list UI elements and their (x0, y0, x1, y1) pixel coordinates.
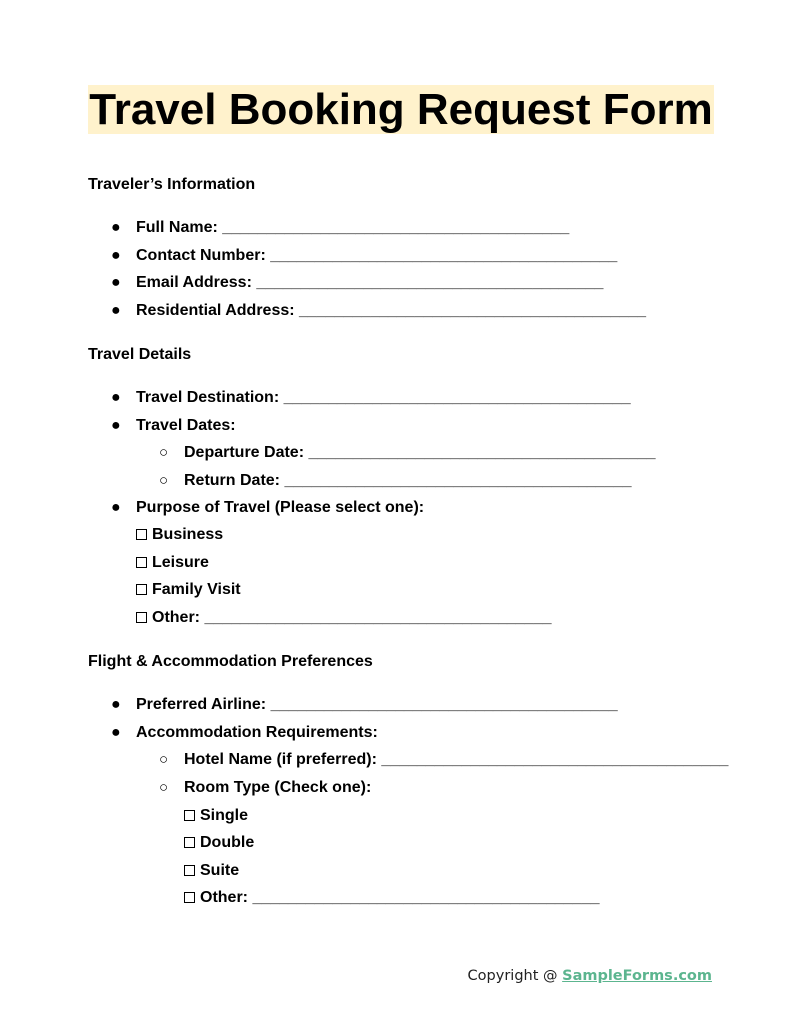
bullet-icon: ● (111, 696, 121, 713)
field-contact-number[interactable] (136, 246, 617, 266)
email-address-label: Email Address: (136, 274, 252, 291)
travel-destination-label: Travel Destination: (136, 389, 280, 406)
bullet-icon: ● (111, 417, 121, 434)
room-option-suite[interactable] (184, 861, 239, 881)
purpose-option-leisure[interactable] (136, 553, 209, 573)
contact-number-blank[interactable]: _______________________________________ (270, 247, 618, 264)
room-option-label: Other: (200, 889, 248, 906)
field-departure-date[interactable] (184, 443, 656, 463)
sampleforms-link[interactable]: SampleForms.com (562, 968, 712, 984)
bullet-icon: ● (111, 274, 121, 291)
field-travel-destination[interactable] (136, 388, 631, 408)
return-date-label: Return Date: (184, 472, 281, 489)
checkbox-icon[interactable] (184, 865, 195, 876)
travel-dates-label: Travel Dates: (136, 417, 236, 434)
purpose-option-label: Business (152, 526, 224, 543)
bullet-icon: ● (111, 302, 121, 319)
field-email-address[interactable] (136, 273, 603, 293)
hotel-name-label: Hotel Name (if preferred): (184, 751, 377, 768)
bullet-icon: ● (111, 724, 121, 741)
copyright-prefix: Copyright @ (467, 968, 563, 984)
full-name-label: Full Name: (136, 219, 218, 236)
checkbox-icon[interactable] (184, 892, 195, 903)
purpose-option-business[interactable] (136, 525, 223, 545)
sub-bullet-icon: ○ (159, 472, 169, 489)
sub-bullet-icon: ○ (159, 751, 169, 768)
checkbox-icon[interactable] (136, 529, 147, 540)
bullet-icon: ● (111, 389, 121, 406)
hotel-name-blank[interactable]: _______________________________________ (381, 751, 729, 768)
room-option-single[interactable] (184, 806, 248, 826)
departure-date-label: Departure Date: (184, 444, 305, 461)
section-heading-flight: Flight & Accommodation Preferences (88, 653, 373, 670)
copyright-footer (468, 966, 712, 986)
field-preferred-airline[interactable] (136, 695, 618, 715)
title-container (0, 85, 802, 134)
section-heading-traveler: Traveler’s Information (88, 176, 256, 193)
section-heading-travel: Travel Details (88, 346, 192, 363)
sub-bullet-icon: ○ (159, 779, 169, 796)
field-residential-address[interactable] (136, 301, 646, 321)
room-option-double[interactable] (184, 833, 254, 853)
purpose-label: Purpose of Travel (Please select one): (136, 499, 425, 516)
room-other-blank[interactable]: _______________________________________ (252, 889, 600, 906)
page-title: Travel Booking Request Form (89, 85, 713, 134)
checkbox-icon[interactable] (184, 810, 195, 821)
field-full-name[interactable] (136, 218, 569, 238)
room-option-label: Suite (200, 862, 240, 879)
field-return-date[interactable] (184, 471, 632, 491)
purpose-option-label: Other: (152, 609, 200, 626)
email-address-blank[interactable]: _______________________________________ (256, 274, 604, 291)
residential-address-label: Residential Address: (136, 302, 295, 319)
room-option-label: Double (200, 834, 255, 851)
room-option-other[interactable] (184, 888, 600, 908)
residential-address-blank[interactable]: _______________________________________ (299, 302, 647, 319)
sub-bullet-icon: ○ (159, 444, 169, 461)
contact-number-label: Contact Number: (136, 247, 266, 264)
room-option-label: Single (200, 807, 249, 824)
travel-destination-blank[interactable]: _______________________________________ (283, 389, 631, 406)
full-name-blank[interactable]: _______________________________________ (222, 219, 570, 236)
purpose-option-family-visit[interactable] (136, 580, 241, 600)
checkbox-icon[interactable] (184, 837, 195, 848)
preferred-airline-blank[interactable]: _______________________________________ (270, 696, 618, 713)
bullet-icon: ● (111, 499, 121, 516)
purpose-option-label: Leisure (152, 554, 209, 571)
room-type-label: Room Type (Check one): (184, 779, 372, 796)
checkbox-icon[interactable] (136, 557, 147, 568)
field-hotel-name[interactable] (184, 750, 728, 770)
purpose-other-blank[interactable]: _______________________________________ (204, 609, 552, 626)
departure-date-blank[interactable]: _______________________________________ (308, 444, 656, 461)
preferred-airline-label: Preferred Airline: (136, 696, 267, 713)
bullet-icon: ● (111, 219, 121, 236)
return-date-blank[interactable]: _______________________________________ (284, 472, 632, 489)
checkbox-icon[interactable] (136, 584, 147, 595)
accommodation-label: Accommodation Requirements: (136, 724, 378, 741)
bullet-icon: ● (111, 247, 121, 264)
checkbox-icon[interactable] (136, 612, 147, 623)
purpose-option-other[interactable] (136, 608, 552, 628)
purpose-option-label: Family Visit (152, 581, 241, 598)
